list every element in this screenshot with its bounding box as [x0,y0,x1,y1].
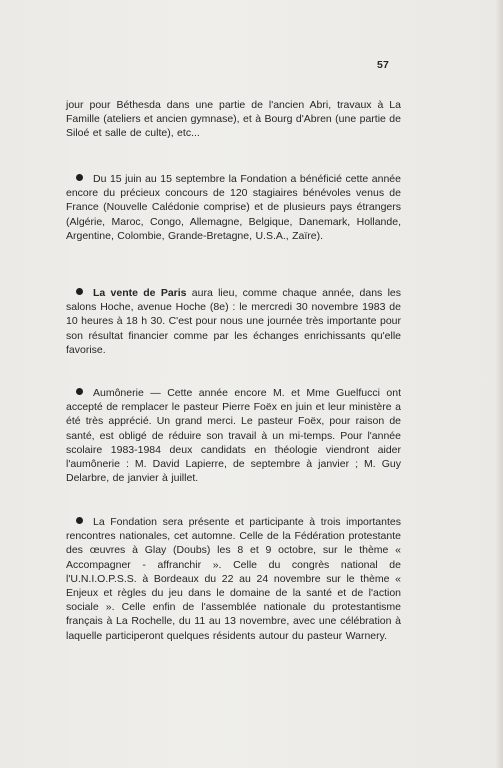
bullet-icon [76,288,83,295]
paragraph-rencontres-text: La Fondation sera présente et participante à trois importantes rencontres nationales, cet automne. Celle de la Fédération protestante des œuvres à Glay (Doubs) les 8 et 9 octobre, sur le thème « Accompagner - affranchir ». Celle du congrès national de l'U.N.I.O.P.S.S. à Bordeaux du 22 au 24 novembre sur le thème « Enjeux et règles du jeu dans le domaine de la santé et de l'action sociale ». Celle enfin de l'assemblée nationale du protestantisme français à La Rochelle, du 11 au 13 novembre, avec une célébration à laquelle participeront quelques résidents autour du pasteur Warnery. [66,516,401,642]
bullet-icon [76,517,83,524]
paragraph-intro [66,98,401,141]
paragraph-vente [66,286,401,357]
paragraph-vente-title: La vente de Paris [93,287,187,299]
paragraph-intro-text: jour pour Béthesda dans une partie de l'ancien Abri, travaux à La Famille (ateliers et ancien gymnase), et à Bourg d'Abren (une partie de Siloé et salle de culte), etc... [66,99,401,140]
paragraph-aumonerie-text: Aumônerie — Cette année encore M. et Mme Guelfucci ont accepté de remplacer le pasteur Pierre Foëx en juin et leur ministère a été très apprécié. Un grand merci. Le pasteur Foëx, pour raison de santé, est obligé de réduire son travail à un mi-temps. Pour l'année scolaire 1983-1984 deux candidats en théologie viendront aider l'aumônerie : M. David Lapierre, de septembre à janvier ; M. Guy Delarbre, de janvier à juillet. [66,387,401,485]
page-number: 57 [377,59,390,71]
bullet-icon [76,388,83,395]
paragraph-aumonerie [66,386,401,485]
paragraph-stagiaires-text: Du 15 juin au 15 septembre la Fondation a bénéficié cette année encore du précieux concours de 120 stagiaires bénévoles venus de France (Nouvelle Calédonie comprise) et de plusieurs pays étrangers (Algérie, Maroc, Congo, Allemagne, Belgique, Danemark, Hollande, Argentine, Colombie, Grande-Bretagne, U.S.A., Zaïre). [66,173,401,242]
page-edge-shadow [495,0,503,768]
paragraph-stagiaires [66,172,401,243]
paragraph-vente-text: aura lieu, comme chaque année, dans les salons Hoche, avenue Hoche (8e) : le mercredi 30 novembre 1983 de 10 heures à 18 h 30. C'est pour nous une journée très importante pour son résultat financier comme par les échanges enrichissants qu'elle favorise. [66,287,401,356]
bullet-icon [76,174,83,181]
paragraph-rencontres [66,515,401,643]
